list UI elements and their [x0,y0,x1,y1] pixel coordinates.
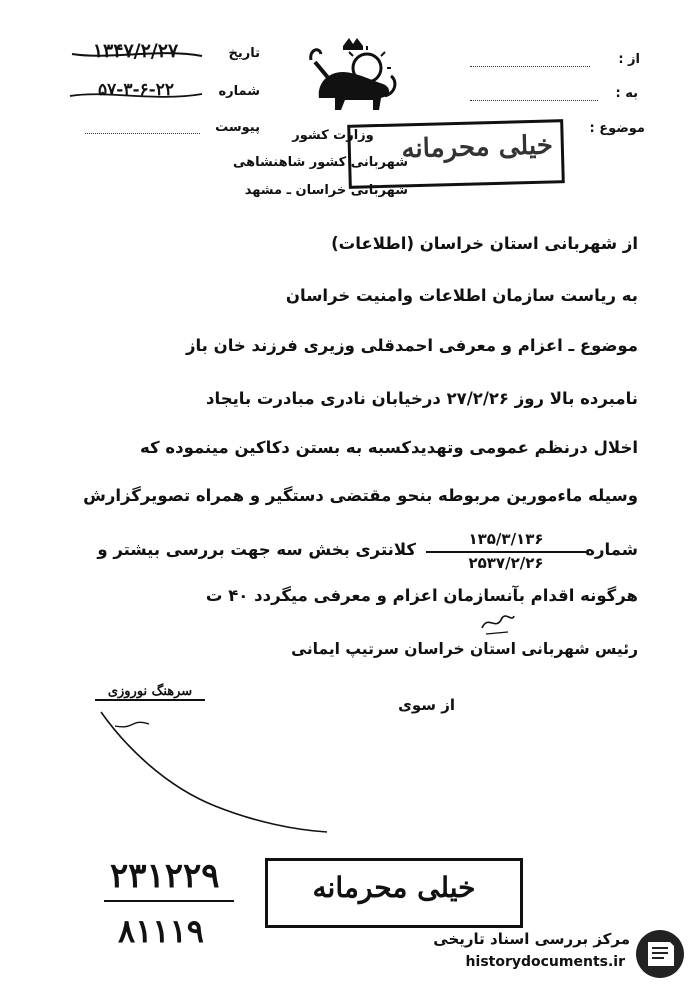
from-line [470,66,590,67]
body-line-1: نامبرده بالا روز ۲۷/۲/۲۶ درخیابان نادری مبادرت بایجاد [206,389,638,408]
secret-stamp-top-text: خیلی محرمانه [401,130,554,165]
ministry-title: وزارت کشور [292,128,374,143]
secret-stamp-bottom [265,858,523,928]
signature-line: رئیس شهربانی استان خراسان سرتیپ ایمانی [291,640,638,658]
secret-stamp-bottom-text: خیلی محرمانه [312,871,476,904]
to-line-text: به ریاست سازمان اطلاعات وامنیت خراسان [285,286,638,305]
archive-logo-icon [634,928,686,980]
handwritten-underline [104,900,234,902]
date-strikethrough [70,40,205,68]
handwritten-sub-number: ۸۱۱۱۹ [118,912,204,950]
date-value: ۱۳۴۷/۲/۲۷ [92,40,179,62]
police-city-title: شهربانی خراسان ـ مشهد [244,183,408,198]
handwritten-initial-icon [478,608,518,638]
report-number-line [78,530,638,578]
from-label: از : [618,52,640,67]
handwritten-number: ۲۳۱۲۲۹ [110,856,220,896]
body-line-3: وسیله ماءمورین مربوطه بنحو مقتضی دستگیر و همراه تصویرگزارش [83,486,638,505]
signer-stamp: سرهنگ نوروزی [95,684,205,701]
number-label: شماره [218,84,260,99]
to-label: به : [615,86,638,101]
date-label: تاریخ [228,46,260,61]
fraction-top: ۱۳۵/۳/۱۳۶ [468,530,544,548]
on-behalf-label: از سوی [398,696,455,714]
signature-scrawl-icon [95,706,335,836]
number-strikethrough [66,84,206,108]
watermark-url: historydocuments.ir [465,954,625,970]
number-value: ۵۷-۳-۶-۲۲ [98,80,174,100]
attachment-line [85,133,200,134]
fraction-bar [426,551,586,553]
fraction-bottom: ۲۵۳۷/۲/۲۶ [468,554,544,572]
secret-stamp-top [347,119,565,189]
to-line [470,100,598,101]
report-suffix: کلانتری بخش سه جهت بررسی بیشتر و [97,540,416,559]
subject-line-text: موضوع ـ اعزام و معرفی احمدقلی وزیری فرزند خان باز [185,336,638,355]
lion-and-sun-emblem-icon [305,36,400,116]
watermark-title: مرکز بررسی اسناد تاریخی [433,930,630,948]
from-line-text: از شهربانی استان خراسان (اطلاعات) [331,234,638,253]
subject-label: موضوع : [589,121,645,136]
body-line-4: هرگونه اقدام بآنسازمان اعزام و معرفی میگردد ۴۰ ت [205,586,638,605]
report-prefix: شماره [585,540,638,559]
police-hq-title: شهربانی کشور شاهنشاهی [233,155,408,170]
body-line-2: اخلال درنظم عمومی وتهدیدکسبه به بستن دکاکین مینموده که [140,438,638,457]
attachment-label: پیوست [215,120,260,135]
